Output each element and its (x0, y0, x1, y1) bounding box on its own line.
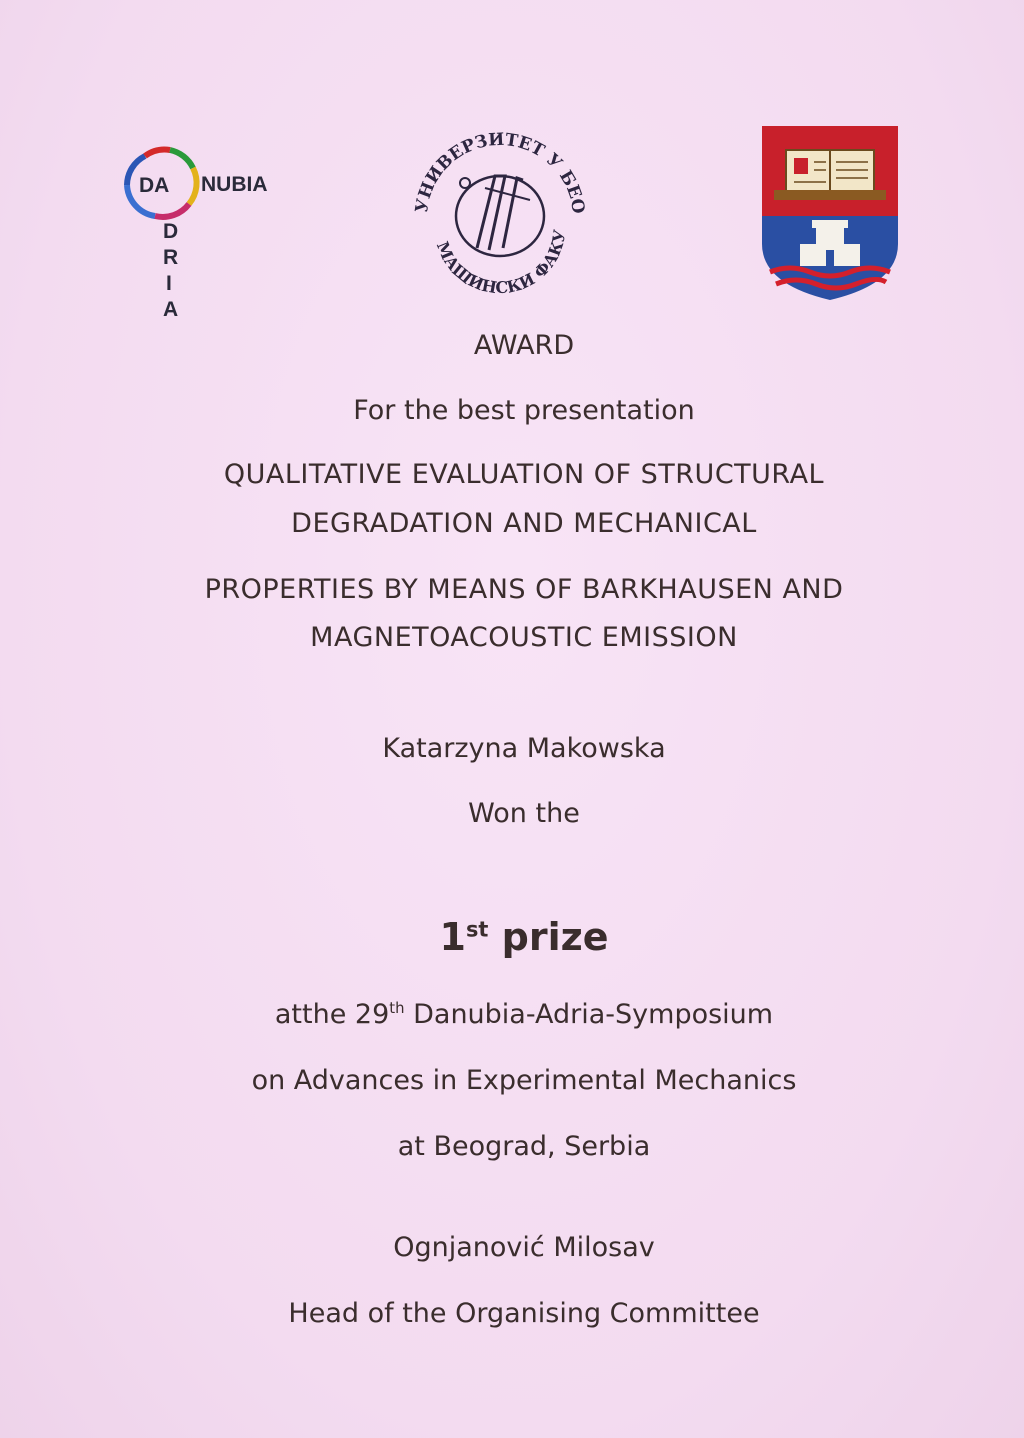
prize-ordinal-suffix: st (465, 917, 489, 942)
event-prefix: atthe 29 (274, 999, 390, 1030)
prize-word: prize (501, 915, 609, 959)
prize-number: 1 (439, 915, 466, 959)
signatory-name: Ognjanović Milosav (393, 1232, 655, 1263)
danubia-logo-r: R (163, 246, 179, 269)
event-location: at Beograd, Serbia (397, 1131, 651, 1162)
danubia-logo-a: A (163, 298, 179, 321)
award-heading: AWARD (473, 330, 575, 361)
award-subheading: For the best presentation (353, 395, 695, 426)
seal-inscription-top: УНИВЕРЗИТЕТ У БЕО (412, 129, 589, 215)
signatory-role: Head of the Organising Committee (288, 1298, 760, 1329)
event-line-2: on Advances in Experimental Mechanics (251, 1065, 797, 1096)
danubia-adria-logo (115, 140, 305, 330)
university-seal-logo (405, 118, 595, 298)
presentation-title-line-1: QUALITATIVE EVALUATION OF STRUCTURAL (223, 459, 825, 490)
event-line-1 (0, 999, 1024, 1030)
won-the-text: Won the (468, 798, 580, 829)
event-name: Danubia-Adria-Symposium (413, 999, 774, 1030)
danubia-logo-d: D (163, 220, 179, 243)
danubia-logo-da: DA (139, 174, 170, 197)
event-ordinal-suffix: th (389, 999, 405, 1017)
seal-inscription-bottom: МАШИНСКИ ФАКУ (432, 228, 570, 298)
recipient-name: Katarzyna Makowska (382, 733, 666, 764)
coat-of-arms-logo (760, 124, 900, 302)
prize-text (0, 915, 1024, 959)
presentation-title-line-2: DEGRADATION AND MECHANICAL (291, 508, 757, 539)
danubia-logo-i: I (166, 272, 172, 295)
danubia-logo-nubia: NUBIA (201, 173, 268, 196)
presentation-title-line-4: MAGNETOACOUSTIC EMISSION (310, 622, 738, 653)
presentation-title-line-3: PROPERTIES BY MEANS OF BARKHAUSEN AND (204, 574, 844, 605)
